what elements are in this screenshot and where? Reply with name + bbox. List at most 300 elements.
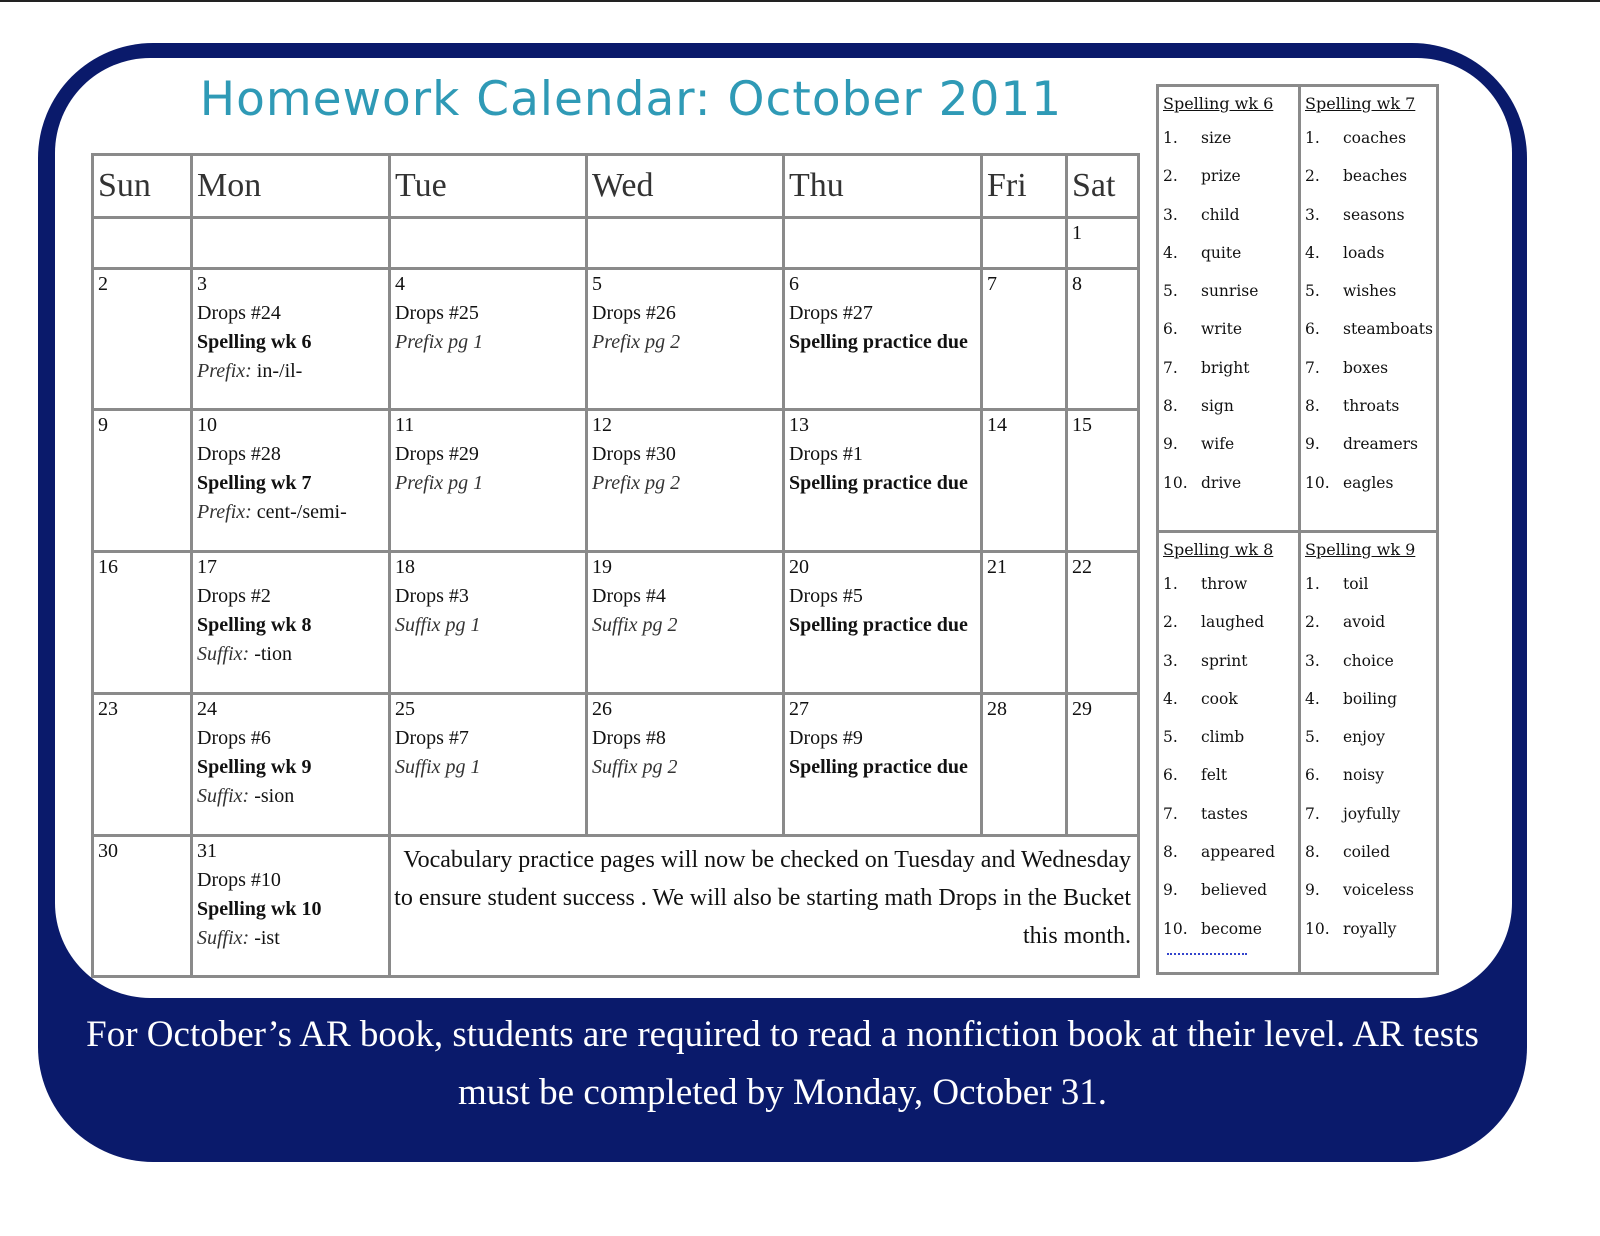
word-text: boxes bbox=[1343, 358, 1389, 377]
word-number: 7. bbox=[1163, 358, 1178, 377]
spelling-word bbox=[1305, 431, 1441, 469]
day-cell bbox=[784, 269, 982, 410]
day-number: 24 bbox=[197, 698, 217, 720]
day-header-thu: Thu bbox=[784, 155, 982, 218]
spelling-word bbox=[1163, 762, 1299, 800]
day-number: 7 bbox=[987, 273, 997, 295]
spelling-word bbox=[1163, 278, 1299, 316]
day-number: 13 bbox=[789, 414, 809, 436]
assignment-type: Prefix pg 2 bbox=[592, 331, 681, 353]
word-number: 4. bbox=[1163, 689, 1178, 708]
day-cell bbox=[982, 218, 1067, 269]
assignment-text: Drops #4 bbox=[592, 585, 666, 607]
assignment bbox=[592, 753, 782, 782]
word-number: 1. bbox=[1163, 129, 1178, 147]
day-cell bbox=[784, 552, 982, 694]
assignment-type: Suffix: bbox=[197, 643, 250, 665]
word-text: dreamers bbox=[1343, 435, 1418, 454]
spelling-word bbox=[1163, 839, 1299, 877]
word-text: felt bbox=[1201, 766, 1228, 785]
day-number: 27 bbox=[789, 698, 809, 720]
word-number: 3. bbox=[1305, 205, 1320, 224]
word-text: royally bbox=[1343, 919, 1397, 938]
assignment-type: Suffix pg 1 bbox=[395, 756, 481, 778]
spelling-word bbox=[1305, 163, 1441, 201]
assignment-text: -ist bbox=[249, 927, 280, 949]
assignment-text: in-/il- bbox=[251, 360, 303, 382]
day-number: 25 bbox=[395, 698, 415, 720]
day-number: 15 bbox=[1072, 414, 1092, 436]
day-cell bbox=[390, 269, 587, 410]
day-cell bbox=[93, 269, 192, 410]
word-number: 3. bbox=[1163, 651, 1178, 670]
spelling-word bbox=[1163, 240, 1299, 278]
word-number: 4. bbox=[1305, 243, 1320, 262]
word-text: joyfully bbox=[1343, 804, 1401, 823]
spelling-word bbox=[1163, 125, 1299, 163]
word-number: 10. bbox=[1305, 919, 1330, 938]
spelling-word bbox=[1305, 202, 1441, 240]
word-number: 9. bbox=[1163, 881, 1178, 900]
assignment-type: Prefix: bbox=[197, 360, 252, 382]
spelling-word bbox=[1305, 355, 1441, 393]
day-cell bbox=[1067, 552, 1139, 694]
assignment bbox=[789, 724, 980, 753]
week-row bbox=[93, 836, 1139, 977]
day-cell bbox=[784, 410, 982, 552]
word-number: 5. bbox=[1305, 282, 1320, 301]
spelling-word bbox=[1305, 839, 1441, 877]
calendar-grid bbox=[91, 153, 1140, 978]
day-number: 30 bbox=[98, 840, 118, 862]
assignment bbox=[592, 299, 782, 328]
day-number: 4 bbox=[395, 273, 405, 295]
assignment bbox=[789, 753, 980, 782]
word-text: climb bbox=[1201, 728, 1245, 747]
spelling-word bbox=[1305, 877, 1441, 915]
week-row bbox=[93, 694, 1139, 836]
day-number: 19 bbox=[592, 556, 612, 578]
word-text: loads bbox=[1343, 243, 1385, 262]
word-text: beaches bbox=[1343, 167, 1408, 186]
spelling-word bbox=[1305, 316, 1441, 354]
word-text: coiled bbox=[1343, 843, 1391, 862]
spelling-word bbox=[1305, 470, 1441, 508]
spelling-word bbox=[1305, 686, 1441, 724]
page-title: Homework Calendar: October 2011 bbox=[199, 72, 1063, 127]
day-cell bbox=[1067, 269, 1139, 410]
word-number: 6. bbox=[1305, 766, 1320, 785]
week-row bbox=[93, 218, 1139, 269]
word-text: noisy bbox=[1343, 766, 1384, 785]
assignment bbox=[197, 782, 388, 811]
word-number: 10. bbox=[1163, 473, 1188, 492]
day-cell bbox=[982, 694, 1067, 836]
day-cell bbox=[93, 836, 192, 977]
day-number: 2 bbox=[98, 273, 108, 295]
assignment bbox=[789, 440, 980, 469]
day-number: 22 bbox=[1072, 556, 1092, 578]
assignment-type: Suffix: bbox=[197, 927, 250, 949]
assignment-text: Spelling wk 6 bbox=[197, 331, 312, 353]
assignment bbox=[197, 328, 388, 357]
assignment-text: Drops #2 bbox=[197, 585, 271, 607]
assignment-type: Suffix pg 2 bbox=[592, 614, 678, 636]
day-cell bbox=[982, 552, 1067, 694]
word-number: 8. bbox=[1163, 843, 1178, 862]
day-cell bbox=[93, 218, 192, 269]
spelling-list-title: Spelling wk 6 bbox=[1163, 94, 1274, 113]
day-cell bbox=[587, 552, 784, 694]
day-number: 20 bbox=[789, 556, 809, 578]
word-number: 7. bbox=[1305, 804, 1320, 823]
day-cell bbox=[1067, 694, 1139, 836]
assignment-text: -tion bbox=[249, 643, 292, 665]
assignment-text: Spelling practice due bbox=[789, 331, 968, 353]
assignment bbox=[197, 582, 388, 611]
word-text: sunrise bbox=[1201, 282, 1259, 301]
assignment bbox=[789, 611, 980, 640]
assignment-text: Spelling wk 9 bbox=[197, 756, 312, 778]
word-text: coaches bbox=[1343, 129, 1407, 147]
word-number: 8. bbox=[1163, 397, 1178, 416]
assignment bbox=[197, 724, 388, 753]
day-cell bbox=[784, 218, 982, 269]
assignment bbox=[395, 299, 585, 328]
word-number: 6. bbox=[1163, 766, 1178, 785]
spelling-list-title: Spelling wk 9 bbox=[1305, 540, 1416, 559]
word-text: choice bbox=[1343, 651, 1394, 670]
assignment-text: Drops #25 bbox=[395, 302, 479, 324]
assignment bbox=[592, 328, 782, 357]
day-cell bbox=[93, 410, 192, 552]
day-cell bbox=[192, 836, 390, 977]
word-text: sprint bbox=[1201, 651, 1248, 670]
spelling-list-8 bbox=[1163, 537, 1299, 954]
word-number: 6. bbox=[1163, 320, 1178, 339]
day-number: 18 bbox=[395, 556, 415, 578]
day-cell bbox=[192, 552, 390, 694]
assignment-type: Prefix pg 1 bbox=[395, 472, 484, 494]
assignment bbox=[197, 440, 388, 469]
day-cell bbox=[192, 410, 390, 552]
assignment bbox=[395, 440, 585, 469]
day-cell bbox=[587, 410, 784, 552]
spelling-word bbox=[1163, 877, 1299, 915]
day-cell bbox=[784, 694, 982, 836]
assignment-text: Drops #24 bbox=[197, 302, 281, 324]
day-cell bbox=[1067, 218, 1139, 269]
assignment bbox=[395, 611, 585, 640]
day-header-fri: Fri bbox=[982, 155, 1067, 218]
word-number: 9. bbox=[1305, 435, 1320, 454]
assignment bbox=[197, 299, 388, 328]
divider bbox=[1159, 530, 1436, 533]
day-cell bbox=[192, 218, 390, 269]
day-number: 29 bbox=[1072, 698, 1092, 720]
word-text: steamboats bbox=[1343, 320, 1433, 339]
spelling-word bbox=[1163, 686, 1299, 724]
word-number: 2. bbox=[1305, 613, 1320, 632]
day-number: 31 bbox=[197, 840, 217, 862]
day-number: 9 bbox=[98, 414, 108, 436]
spelling-word bbox=[1305, 762, 1441, 800]
word-text: voiceless bbox=[1343, 881, 1414, 900]
word-text: wishes bbox=[1343, 282, 1397, 301]
spelling-list-6 bbox=[1163, 91, 1299, 508]
assignment bbox=[789, 328, 980, 357]
day-cell bbox=[93, 694, 192, 836]
assignment bbox=[789, 469, 980, 498]
assignment-text: Drops #1 bbox=[789, 443, 863, 465]
day-cell bbox=[1067, 410, 1139, 552]
day-header-mon: Mon bbox=[192, 155, 390, 218]
day-number: 10 bbox=[197, 414, 217, 436]
assignment-text: Spelling wk 8 bbox=[197, 614, 312, 636]
spelling-word bbox=[1163, 916, 1299, 954]
day-header-wed: Wed bbox=[587, 155, 784, 218]
assignment-text: cent-/semi- bbox=[251, 501, 347, 523]
assignment bbox=[592, 582, 782, 611]
day-cell bbox=[390, 218, 587, 269]
assignment bbox=[197, 924, 388, 953]
day-cell bbox=[587, 218, 784, 269]
assignment bbox=[395, 582, 585, 611]
assignment bbox=[197, 611, 388, 640]
day-cell bbox=[587, 694, 784, 836]
assignment bbox=[197, 498, 388, 527]
day-cell bbox=[192, 269, 390, 410]
week-row bbox=[93, 269, 1139, 410]
word-number: 8. bbox=[1305, 397, 1320, 416]
word-text: cook bbox=[1201, 689, 1238, 708]
spelling-list-title: Spelling wk 7 bbox=[1305, 94, 1416, 113]
assignment bbox=[395, 724, 585, 753]
word-number: 4. bbox=[1163, 243, 1178, 262]
assignment bbox=[197, 753, 388, 782]
assignment-text: Drops #8 bbox=[592, 727, 666, 749]
assignment-text: Drops #3 bbox=[395, 585, 469, 607]
spelling-word bbox=[1163, 571, 1299, 609]
word-text: throats bbox=[1343, 397, 1400, 416]
word-number: 2. bbox=[1305, 167, 1320, 186]
day-number: 5 bbox=[592, 273, 602, 295]
day-header-tue: Tue bbox=[390, 155, 587, 218]
day-number: 26 bbox=[592, 698, 612, 720]
word-text: size bbox=[1201, 129, 1232, 147]
word-number: 9. bbox=[1305, 881, 1320, 900]
assignment-text: Spelling practice due bbox=[789, 614, 968, 636]
assignment-text: Spelling practice due bbox=[789, 756, 968, 778]
day-cell bbox=[390, 552, 587, 694]
assignment-type: Prefix pg 2 bbox=[592, 472, 681, 494]
word-text: write bbox=[1201, 320, 1243, 339]
assignment bbox=[789, 299, 980, 328]
spelling-list-9 bbox=[1305, 537, 1441, 954]
assignment-text: Spelling wk 10 bbox=[197, 898, 322, 920]
spelling-word bbox=[1305, 240, 1441, 278]
day-number: 12 bbox=[592, 414, 612, 436]
day-number: 1 bbox=[1072, 222, 1082, 244]
word-text: boiling bbox=[1343, 689, 1398, 708]
day-number: 3 bbox=[197, 273, 207, 295]
spelling-word bbox=[1305, 648, 1441, 686]
spelling-word bbox=[1305, 125, 1441, 163]
spelling-lists bbox=[1156, 84, 1439, 975]
footer-message: For October’s AR book, students are required to read a nonfiction book at their level. AR tests must be completed by Monday, October 31. bbox=[86, 1014, 1479, 1113]
assignment-text: Drops #26 bbox=[592, 302, 676, 324]
day-number: 8 bbox=[1072, 273, 1082, 295]
assignment bbox=[592, 724, 782, 753]
word-number: 5. bbox=[1163, 282, 1178, 301]
word-text: toil bbox=[1343, 575, 1369, 593]
assignment bbox=[592, 611, 782, 640]
spelling-word bbox=[1163, 202, 1299, 240]
word-number: 7. bbox=[1163, 804, 1178, 823]
day-number: 17 bbox=[197, 556, 217, 578]
assignment-text: Drops #7 bbox=[395, 727, 469, 749]
word-number: 6. bbox=[1305, 320, 1320, 339]
spelling-word bbox=[1163, 470, 1299, 508]
spelling-word bbox=[1163, 393, 1299, 431]
spelling-word bbox=[1163, 163, 1299, 201]
assignment bbox=[197, 866, 388, 895]
word-text: throw bbox=[1201, 575, 1248, 593]
word-text: seasons bbox=[1343, 205, 1405, 224]
word-number: 2. bbox=[1163, 167, 1178, 186]
assignment-text: Drops #27 bbox=[789, 302, 873, 324]
word-number: 1. bbox=[1163, 575, 1178, 593]
word-text: wife bbox=[1201, 435, 1235, 454]
word-number: 9. bbox=[1163, 435, 1178, 454]
spelling-word bbox=[1305, 393, 1441, 431]
day-cell bbox=[390, 410, 587, 552]
assignment-type: Suffix: bbox=[197, 785, 250, 807]
word-number: 3. bbox=[1305, 651, 1320, 670]
assignment-text: Drops #6 bbox=[197, 727, 271, 749]
word-number: 3. bbox=[1163, 205, 1178, 224]
spelling-word bbox=[1305, 609, 1441, 647]
word-text: believed bbox=[1201, 881, 1268, 900]
assignment bbox=[395, 328, 585, 357]
word-number: 2. bbox=[1163, 613, 1178, 632]
assignment-text: Spelling wk 7 bbox=[197, 472, 312, 494]
word-text: avoid bbox=[1343, 613, 1386, 632]
assignment bbox=[789, 582, 980, 611]
assignment-type: Prefix: bbox=[197, 501, 252, 523]
word-text: prize bbox=[1201, 167, 1241, 186]
word-number: 8. bbox=[1305, 843, 1320, 862]
word-number: 10. bbox=[1163, 919, 1188, 938]
spelling-word bbox=[1163, 316, 1299, 354]
word-text: eagles bbox=[1343, 473, 1394, 492]
assignment-text: Drops #10 bbox=[197, 869, 281, 891]
word-text: drive bbox=[1201, 473, 1242, 492]
word-number: 10. bbox=[1305, 473, 1330, 492]
word-number: 1. bbox=[1305, 575, 1320, 593]
day-number: 14 bbox=[987, 414, 1007, 436]
assignment bbox=[395, 469, 585, 498]
spelling-word bbox=[1305, 916, 1441, 954]
assignment bbox=[197, 469, 388, 498]
assignment bbox=[395, 753, 585, 782]
assignment bbox=[197, 357, 388, 386]
assignment-text: Drops #30 bbox=[592, 443, 676, 465]
word-text: bright bbox=[1201, 358, 1250, 377]
announcement-note: Vocabulary practice pages will now be checked on Tuesday and Wednesday to ensure student success . We will also be starting math Drops in the Bucket this month. bbox=[390, 836, 1139, 977]
week-row bbox=[93, 552, 1139, 694]
assignment-type: Suffix pg 1 bbox=[395, 614, 481, 636]
word-number: 1. bbox=[1305, 129, 1320, 147]
day-header-sun: Sun bbox=[93, 155, 192, 218]
word-text: tastes bbox=[1201, 804, 1248, 823]
word-text: sign bbox=[1201, 397, 1234, 416]
spelling-word bbox=[1163, 724, 1299, 762]
assignment-text: Spelling practice due bbox=[789, 472, 968, 494]
day-header-sat: Sat bbox=[1067, 155, 1139, 218]
spelling-word bbox=[1305, 801, 1441, 839]
day-number: 28 bbox=[987, 698, 1007, 720]
assignment-text: Drops #5 bbox=[789, 585, 863, 607]
word-number: 4. bbox=[1305, 689, 1320, 708]
day-cell bbox=[982, 269, 1067, 410]
spelling-word bbox=[1163, 355, 1299, 393]
day-cell bbox=[982, 410, 1067, 552]
spelling-word bbox=[1163, 648, 1299, 686]
word-text: child bbox=[1201, 205, 1240, 224]
spelling-word bbox=[1305, 571, 1441, 609]
day-number: 23 bbox=[98, 698, 118, 720]
day-header-row bbox=[93, 155, 1139, 218]
top-rule bbox=[0, 0, 1600, 2]
spelling-list-7 bbox=[1305, 91, 1441, 508]
word-number: 5. bbox=[1163, 728, 1178, 747]
spelling-word bbox=[1163, 609, 1299, 647]
assignment-text: -sion bbox=[249, 785, 295, 807]
word-number: 7. bbox=[1305, 358, 1320, 377]
week-row bbox=[93, 410, 1139, 552]
day-cell bbox=[93, 552, 192, 694]
day-cell bbox=[390, 694, 587, 836]
spelling-word bbox=[1305, 724, 1441, 762]
word-text: appeared bbox=[1201, 843, 1276, 862]
spelling-word bbox=[1163, 431, 1299, 469]
word-text: laughed bbox=[1201, 613, 1265, 632]
word-text: become bbox=[1201, 919, 1262, 938]
assignment-text: Drops #28 bbox=[197, 443, 281, 465]
assignment-type: Suffix pg 2 bbox=[592, 756, 678, 778]
word-text: quite bbox=[1201, 243, 1242, 262]
spelling-list-title: Spelling wk 8 bbox=[1163, 540, 1274, 559]
word-text: enjoy bbox=[1343, 728, 1386, 747]
assignment bbox=[197, 895, 388, 924]
day-number: 16 bbox=[98, 556, 118, 578]
day-number: 21 bbox=[987, 556, 1007, 578]
day-cell bbox=[587, 269, 784, 410]
assignment bbox=[592, 440, 782, 469]
day-number: 6 bbox=[789, 273, 799, 295]
spelling-word bbox=[1305, 278, 1441, 316]
assignment-type: Prefix pg 1 bbox=[395, 331, 484, 353]
assignment bbox=[197, 640, 388, 669]
spelling-word bbox=[1163, 801, 1299, 839]
day-number: 11 bbox=[395, 414, 415, 436]
day-cell bbox=[192, 694, 390, 836]
word-number: 5. bbox=[1305, 728, 1320, 747]
assignment-text: Drops #9 bbox=[789, 727, 863, 749]
assignment bbox=[592, 469, 782, 498]
assignment-text: Drops #29 bbox=[395, 443, 479, 465]
